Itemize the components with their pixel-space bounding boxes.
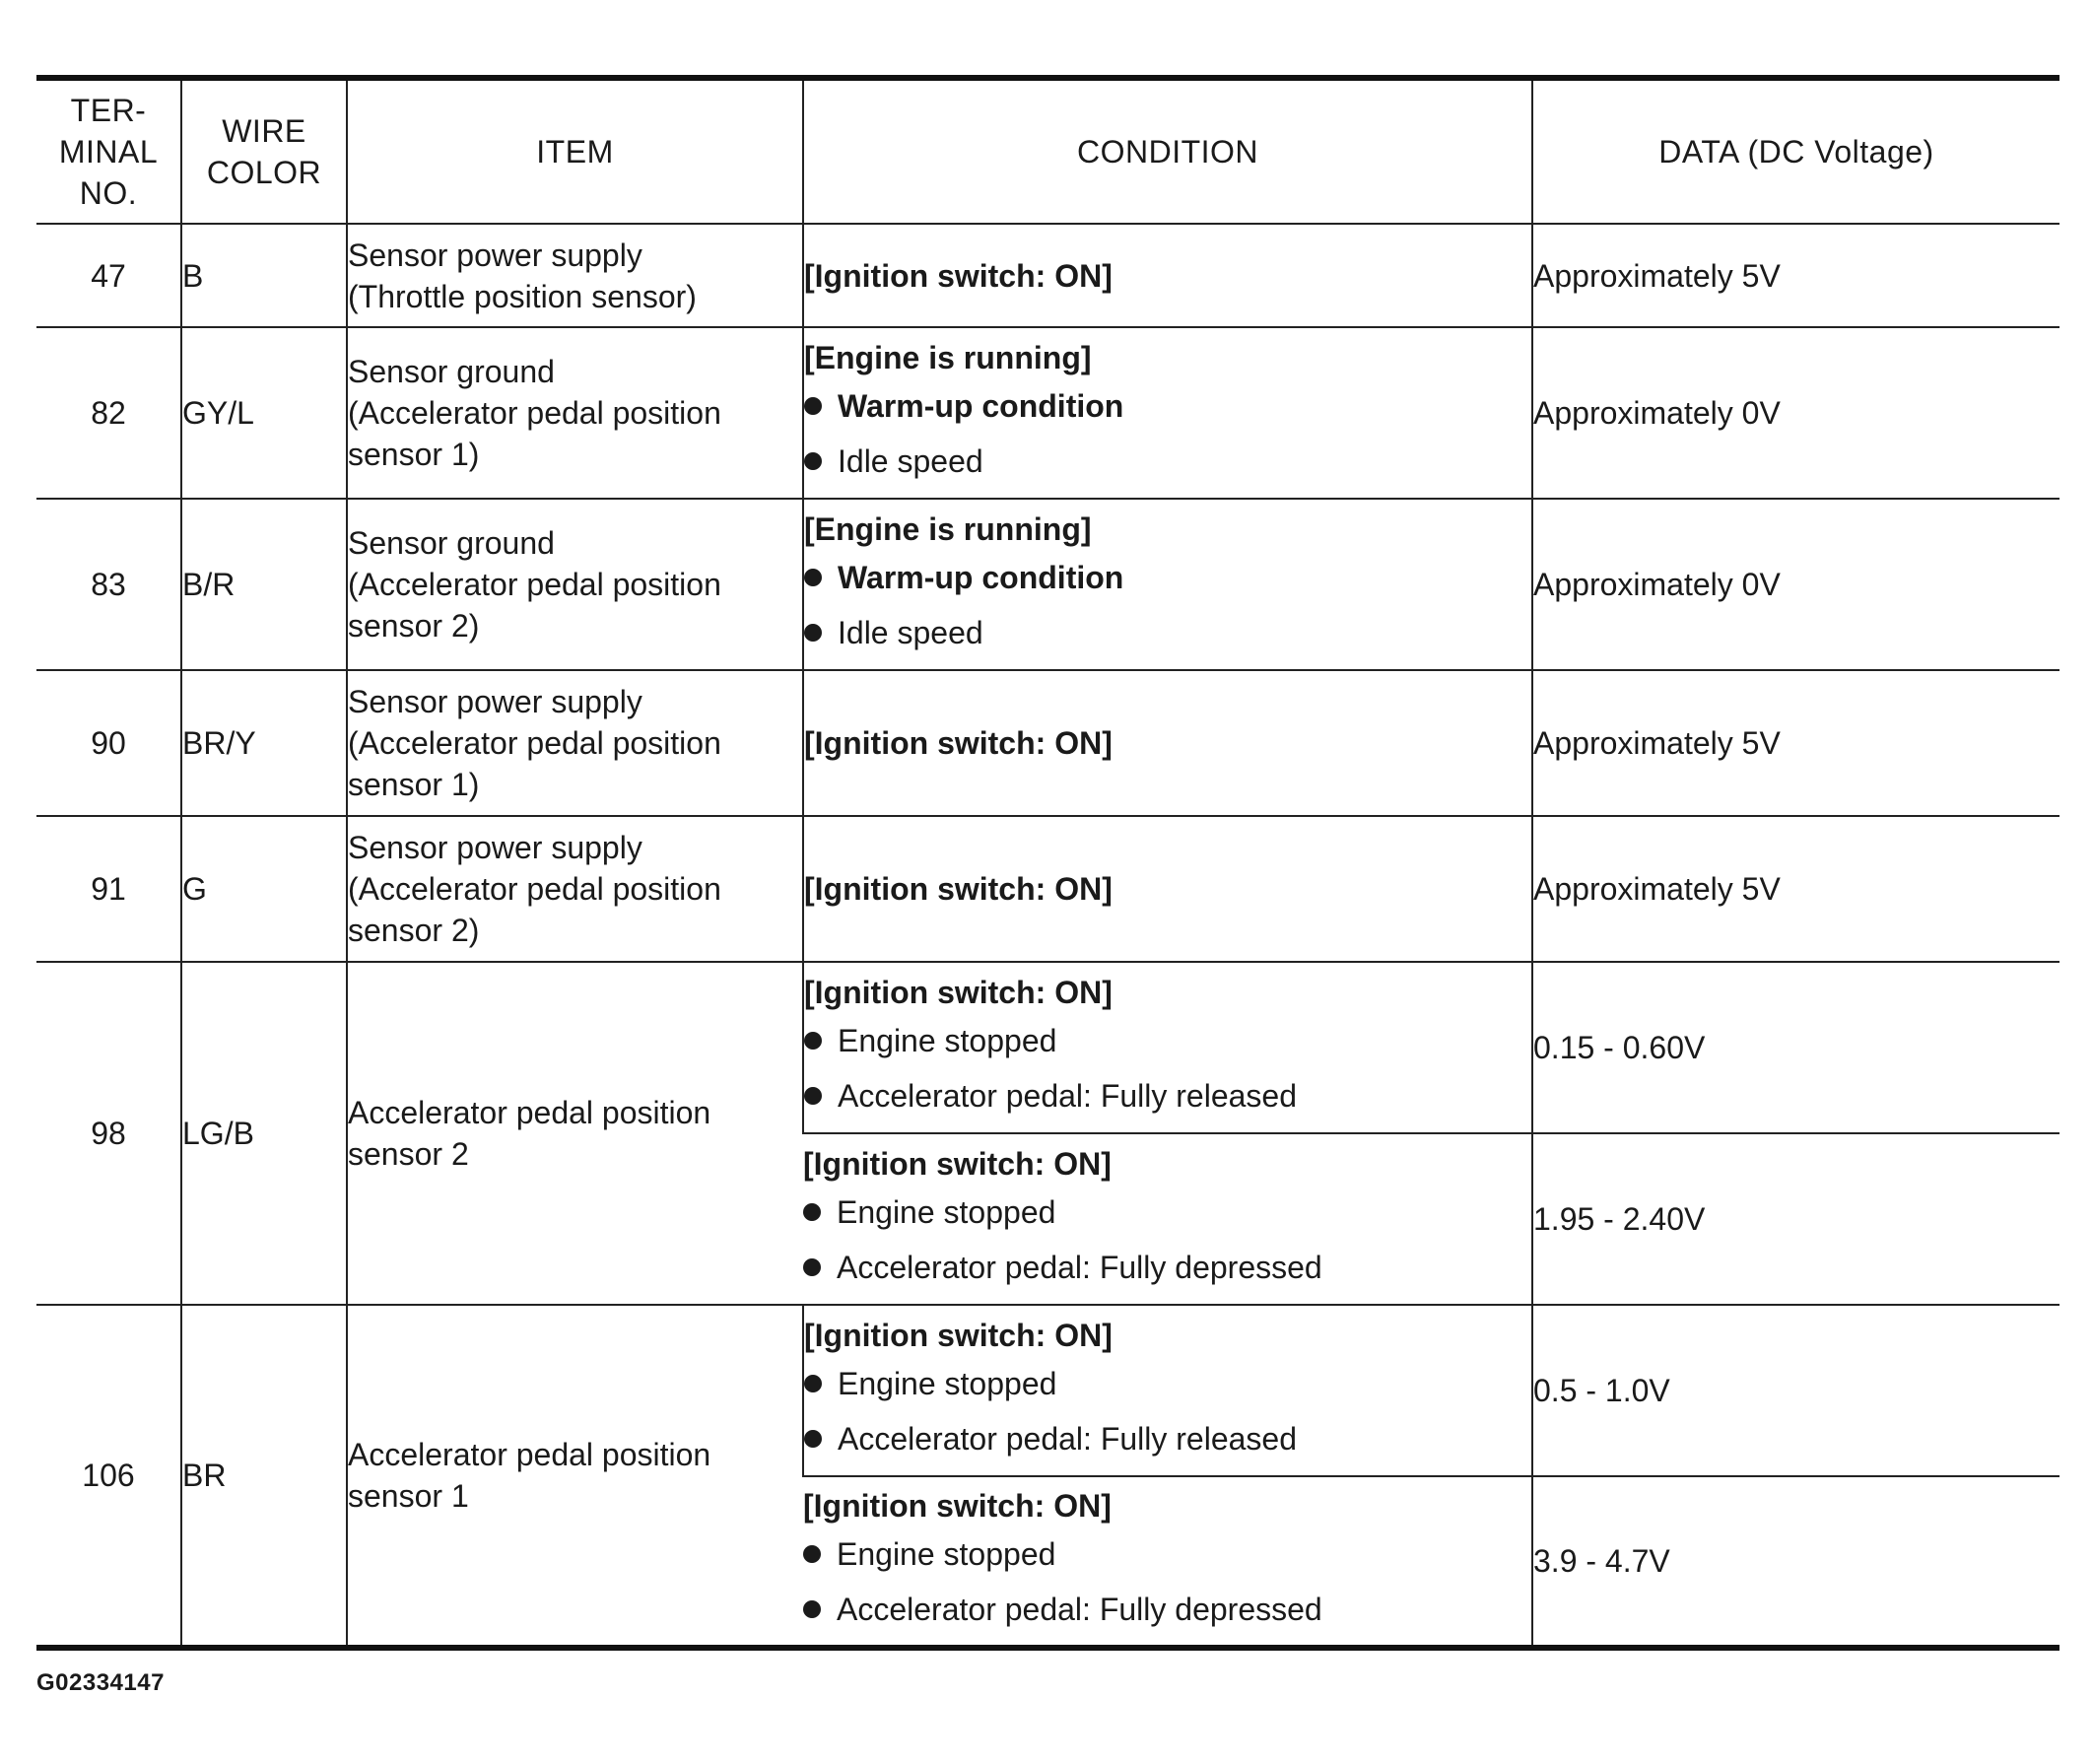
condition-bullet-text: Warm-up condition <box>838 388 1124 424</box>
condition-cell <box>803 670 1532 816</box>
condition-bullet-text: Accelerator pedal: Fully depressed <box>837 1250 1322 1285</box>
condition-bullet-item <box>804 378 1531 434</box>
condition-cell <box>803 962 1532 1133</box>
condition-block <box>804 1309 1531 1472</box>
item-text-line: (Throttle position sensor) <box>348 278 697 314</box>
item-cell <box>347 224 803 327</box>
terminal-no-cell: 106 <box>36 1305 181 1648</box>
condition-bullet-text: Accelerator pedal: Fully released <box>838 1078 1298 1114</box>
bullet-icon <box>803 1545 821 1563</box>
condition-heading: [Ignition switch: ON] <box>804 257 1113 294</box>
data-voltage-cell: Approximately 5V <box>1532 670 2059 816</box>
data-voltage-cell: 3.9 - 4.7V <box>1532 1476 2059 1648</box>
table-row <box>36 670 2059 816</box>
terminal-no-cell: 82 <box>36 327 181 499</box>
condition-bullet-text: Idle speed <box>838 443 983 479</box>
bullet-icon <box>804 1032 822 1050</box>
condition-cell <box>803 1476 1532 1648</box>
item-text-line: sensor 1) <box>348 767 480 802</box>
data-voltage-cell: Approximately 0V <box>1532 327 2059 499</box>
table-row <box>36 327 2059 499</box>
condition-bullet-item <box>804 550 1531 605</box>
data-voltage-cell: Approximately 5V <box>1532 224 2059 327</box>
condition-heading: [Ignition switch: ON] <box>804 725 1113 761</box>
item-text-line: (Accelerator pedal position <box>348 395 721 431</box>
condition-block <box>804 716 1531 770</box>
condition-cell <box>803 816 1532 962</box>
condition-bullet-text: Engine stopped <box>838 1023 1057 1058</box>
item-text-line: Sensor power supply <box>348 237 642 273</box>
item-text-line: sensor 1) <box>348 437 480 472</box>
condition-cell <box>803 327 1532 499</box>
item-text-line: sensor 2) <box>348 608 480 644</box>
table-row <box>36 1305 2059 1476</box>
item-cell <box>347 816 803 962</box>
terminal-no-cell: 83 <box>36 499 181 670</box>
wire-color-cell: BR <box>181 1305 347 1648</box>
bullet-icon <box>803 1203 821 1221</box>
header-condition: CONDITION <box>803 78 1532 224</box>
data-voltage-cell: Approximately 5V <box>1532 816 2059 962</box>
condition-bullet-item <box>804 1411 1531 1466</box>
item-text-line: sensor 2 <box>348 1136 469 1172</box>
table-row <box>36 224 2059 327</box>
condition-bullet-text: Engine stopped <box>837 1194 1056 1230</box>
bullet-icon <box>804 1430 822 1448</box>
condition-bullet-item <box>803 1527 1531 1582</box>
header-data: DATA (DC Voltage) <box>1532 78 2059 224</box>
table-body <box>36 224 2059 1648</box>
bullet-icon <box>804 452 822 470</box>
item-cell <box>347 670 803 816</box>
condition-cell <box>803 499 1532 670</box>
bullet-icon <box>804 1375 822 1392</box>
item-cell <box>347 499 803 670</box>
table-row <box>36 816 2059 962</box>
table-header <box>36 78 2059 224</box>
condition-heading: [Ignition switch: ON] <box>804 871 1113 907</box>
condition-heading: [Engine is running] <box>804 511 1092 547</box>
condition-block <box>803 1137 1531 1301</box>
item-text-line: Sensor ground <box>348 354 555 389</box>
condition-bullet-text: Accelerator pedal: Fully depressed <box>837 1592 1322 1627</box>
condition-bullet-item <box>804 605 1531 660</box>
wire-color-cell: LG/B <box>181 962 347 1305</box>
condition-bullet-text: Engine stopped <box>838 1366 1057 1401</box>
table-row <box>36 962 2059 1133</box>
bullet-icon <box>804 1087 822 1105</box>
condition-bullet-item <box>803 1240 1531 1295</box>
condition-bullet-item <box>804 1356 1531 1411</box>
bullet-icon <box>803 1258 821 1276</box>
data-voltage-cell: 0.5 - 1.0V <box>1532 1305 2059 1476</box>
condition-bullet-text: Engine stopped <box>837 1536 1056 1572</box>
condition-cell <box>803 1305 1532 1476</box>
data-voltage-cell: Approximately 0V <box>1532 499 2059 670</box>
terminal-spec-sheet <box>36 75 2059 1651</box>
header-item: ITEM <box>347 78 803 224</box>
header-terminal-no: TER- MINAL NO. <box>36 78 181 224</box>
bullet-icon <box>804 569 822 586</box>
item-cell <box>347 1305 803 1648</box>
condition-bullet-item <box>803 1582 1531 1637</box>
condition-bullet-item <box>804 1068 1531 1123</box>
bullet-icon <box>804 624 822 642</box>
terminal-no-cell: 98 <box>36 962 181 1305</box>
wire-color-cell: GY/L <box>181 327 347 499</box>
item-text-line: (Accelerator pedal position <box>348 871 721 907</box>
condition-block <box>804 862 1531 916</box>
condition-bullet-item <box>804 434 1531 489</box>
terminal-no-cell: 90 <box>36 670 181 816</box>
condition-cell <box>803 224 1532 327</box>
condition-bullet-text: Idle speed <box>838 615 983 650</box>
item-text-line: Accelerator pedal position <box>348 1437 711 1472</box>
table-row <box>36 499 2059 670</box>
condition-heading: [Ignition switch: ON] <box>804 1318 1113 1353</box>
condition-cell <box>803 1133 1532 1305</box>
wire-color-cell: B <box>181 224 347 327</box>
condition-block <box>804 503 1531 666</box>
condition-block <box>803 1479 1531 1643</box>
wire-color-cell: B/R <box>181 499 347 670</box>
header-wire-color: WIRE COLOR <box>181 78 347 224</box>
condition-heading: [Ignition switch: ON] <box>804 975 1113 1010</box>
item-text-line: (Accelerator pedal position <box>348 725 721 761</box>
item-text-line: Sensor power supply <box>348 830 642 865</box>
condition-bullet-item <box>804 1013 1531 1068</box>
condition-heading: [Ignition switch: ON] <box>803 1488 1112 1524</box>
condition-bullet-text: Warm-up condition <box>838 560 1124 595</box>
condition-block <box>804 966 1531 1129</box>
item-text-line: Sensor power supply <box>348 684 642 719</box>
item-cell <box>347 327 803 499</box>
item-text-line: Sensor ground <box>348 525 555 561</box>
item-text-line: Accelerator pedal position <box>348 1095 711 1130</box>
item-text-line: sensor 2) <box>348 913 480 948</box>
item-cell <box>347 962 803 1305</box>
terminal-no-cell: 47 <box>36 224 181 327</box>
condition-bullet-text: Accelerator pedal: Fully released <box>838 1421 1298 1457</box>
condition-block <box>804 249 1531 303</box>
data-voltage-cell: 0.15 - 0.60V <box>1532 962 2059 1133</box>
bullet-icon <box>804 397 822 415</box>
item-text-line: sensor 1 <box>348 1478 469 1514</box>
bullet-icon <box>803 1600 821 1618</box>
data-voltage-cell: 1.95 - 2.40V <box>1532 1133 2059 1305</box>
condition-heading: [Ignition switch: ON] <box>803 1146 1112 1182</box>
terminal-spec-table <box>36 75 2059 1651</box>
wire-color-cell: G <box>181 816 347 962</box>
condition-bullet-item <box>803 1185 1531 1240</box>
item-text-line: (Accelerator pedal position <box>348 567 721 602</box>
figure-id: G02334147 <box>36 1669 165 1696</box>
condition-block <box>804 331 1531 495</box>
wire-color-cell: BR/Y <box>181 670 347 816</box>
condition-heading: [Engine is running] <box>804 340 1092 375</box>
terminal-no-cell: 91 <box>36 816 181 962</box>
